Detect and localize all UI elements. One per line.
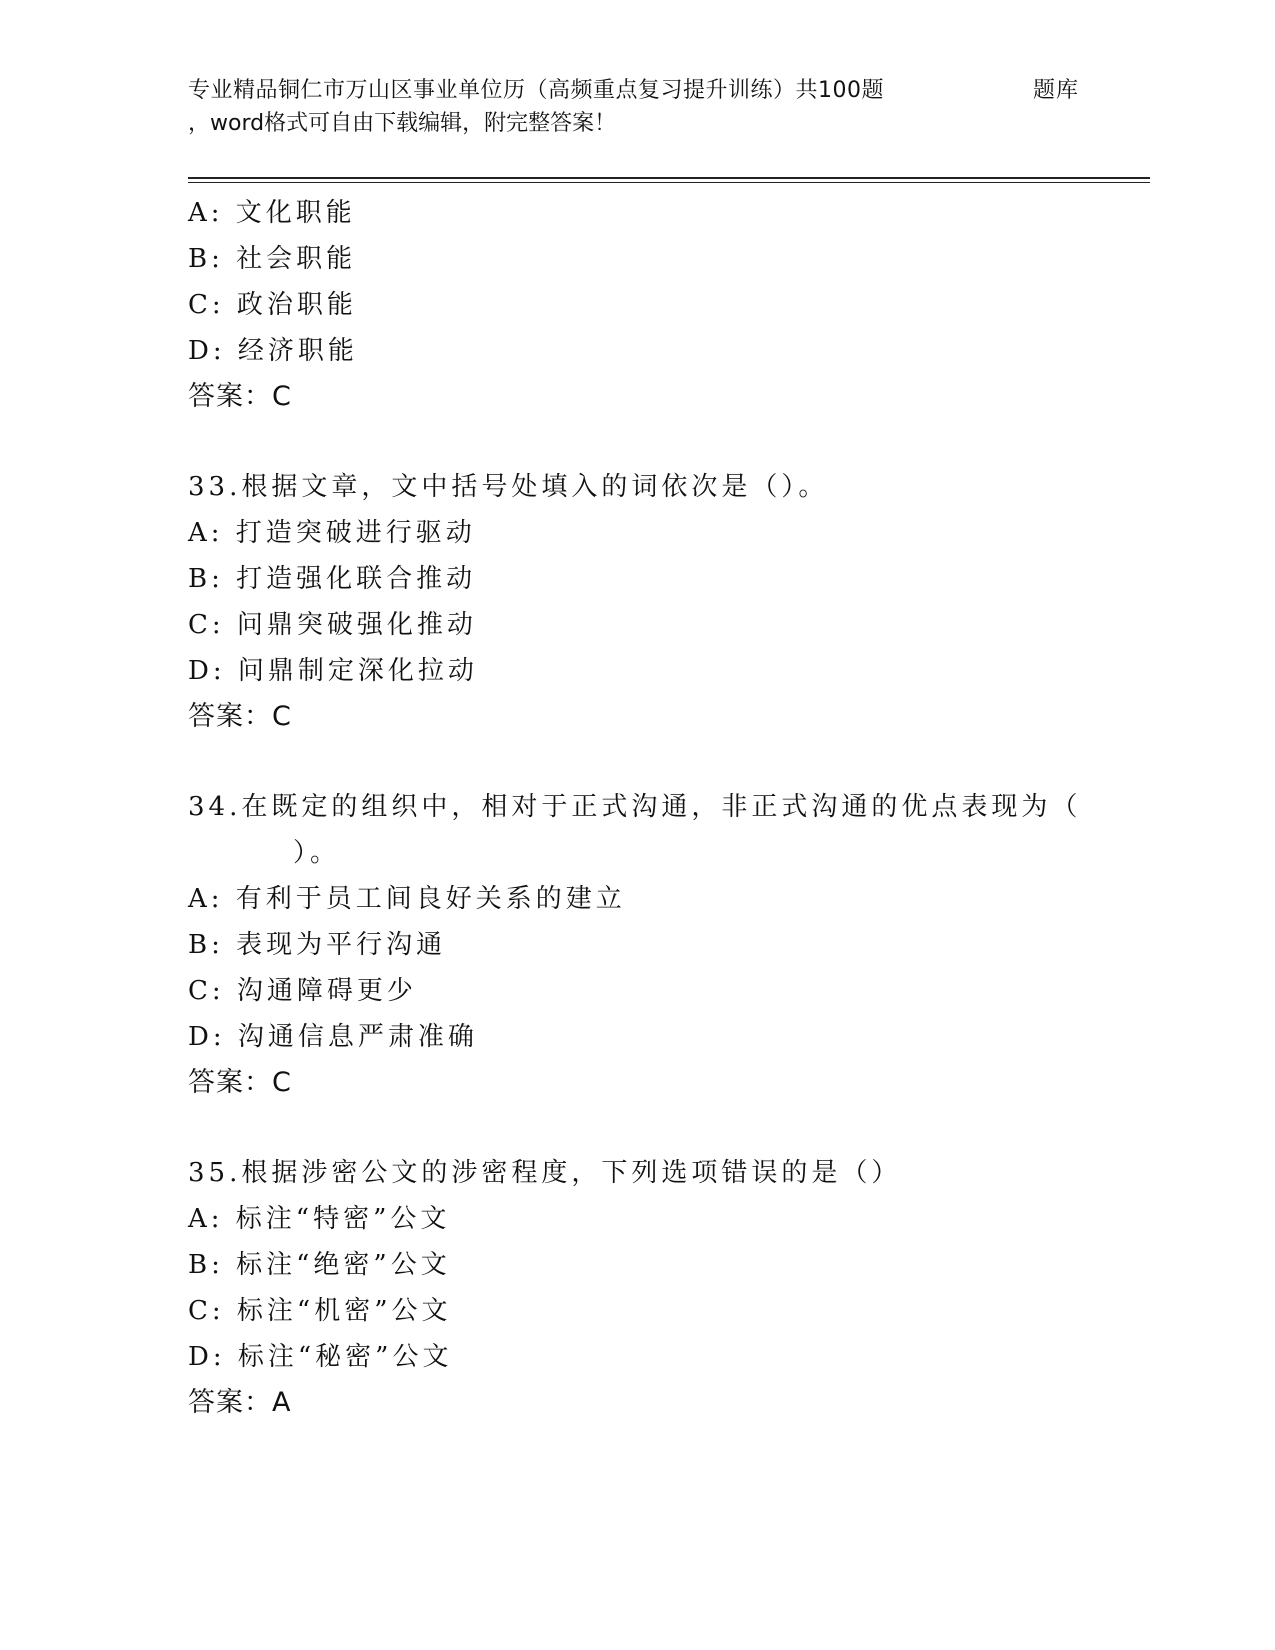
option-d: D: 经济职能	[188, 336, 358, 366]
answer: 答案：C	[188, 381, 292, 412]
question-35	[188, 1150, 1118, 1426]
option-b: B: 打造强化联合推动	[188, 564, 477, 594]
spacer	[188, 740, 1118, 784]
option-c: C: 问鼎突破强化推动	[188, 610, 477, 640]
question-33	[188, 464, 1118, 740]
question-34	[188, 784, 1118, 1106]
question-text: 33.根据文章，文中括号处填入的词依次是（）。	[188, 472, 829, 502]
header-divider-thick	[188, 177, 1150, 179]
document-tag: 题库	[1033, 78, 1080, 103]
option-a: A: 标注“特密”公文	[188, 1204, 451, 1234]
answer: 答案：C	[188, 1067, 292, 1098]
question-text: 34.在既定的组织中，相对于正式沟通，非正式沟通的优点表现为（	[188, 792, 1082, 822]
option-b: B: 表现为平行沟通	[188, 930, 447, 960]
document-header	[188, 74, 1088, 140]
option-a: A: 有利于员工间良好关系的建立	[188, 884, 626, 914]
spacer	[188, 420, 1118, 464]
option-c: C: 沟通障碍更少	[188, 976, 417, 1006]
question-text: 35.根据涉密公文的涉密程度，下列选项错误的是（）	[188, 1158, 902, 1188]
option-d: D: 标注“秘密”公文	[188, 1342, 453, 1372]
option-c: C: 政治职能	[188, 290, 357, 320]
document-title-line2: ，word格式可自由下载编辑，附完整答案！	[188, 111, 617, 136]
option-d: D: 问鼎制定深化拉动	[188, 656, 478, 686]
option-c: C: 标注“机密”公文	[188, 1296, 452, 1326]
answer: 答案：A	[188, 1387, 292, 1418]
question-list	[188, 190, 1118, 1426]
option-a: A: 文化职能	[188, 198, 356, 228]
question-text-continued: ）。	[293, 838, 341, 868]
document-title-line1: 专业精品铜仁市万山区事业单位历（高频重点复习提升训练）共100题	[188, 78, 884, 103]
question-32	[188, 190, 1118, 420]
spacer	[188, 1106, 1118, 1150]
option-b: B: 社会职能	[188, 244, 357, 274]
option-d: D: 沟通信息严肃准确	[188, 1022, 478, 1052]
answer: 答案：C	[188, 701, 292, 732]
option-a: A: 打造突破进行驱动	[188, 518, 476, 548]
header-divider-thin	[188, 182, 1150, 183]
option-b: B: 标注“绝密”公文	[188, 1250, 451, 1280]
